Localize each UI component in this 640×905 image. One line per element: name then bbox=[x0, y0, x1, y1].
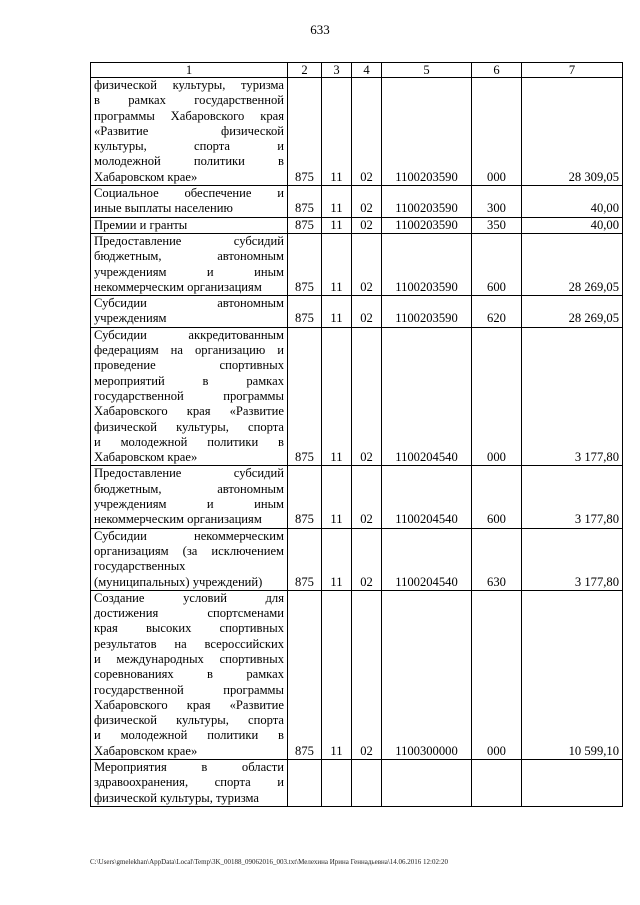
description-line: физической культуры, спорта bbox=[94, 713, 284, 728]
row-description bbox=[91, 78, 288, 186]
description-line: иные выплаты населению bbox=[94, 201, 233, 216]
subsection-code-cell: 02 bbox=[352, 327, 382, 466]
section-code-cell: 11 bbox=[322, 217, 352, 233]
description-line: в рамках государственной bbox=[94, 93, 284, 108]
ministry-code-cell: 875 bbox=[288, 217, 322, 233]
description-line: Премии и гранты bbox=[94, 217, 188, 232]
description-line: и молодежной политики в bbox=[94, 434, 284, 449]
description-line: мероприятий в рамках bbox=[94, 373, 284, 388]
column-header: 6 bbox=[472, 63, 522, 78]
table-row bbox=[91, 233, 623, 295]
description-line: некоммерческим организациям bbox=[94, 279, 262, 294]
row-description bbox=[91, 217, 288, 233]
amount-cell: 3 177,80 bbox=[522, 327, 623, 466]
row-description bbox=[91, 590, 288, 759]
description-line: результатов на всероссийских bbox=[94, 636, 284, 651]
ministry-code-cell: 875 bbox=[288, 78, 322, 186]
row-description bbox=[91, 466, 288, 528]
ministry-code-cell: 875 bbox=[288, 466, 322, 528]
amount-cell: 3 177,80 bbox=[522, 528, 623, 590]
expense-type-cell: 600 bbox=[472, 233, 522, 295]
description-line: достижения спортсменами bbox=[94, 606, 284, 621]
target-article-cell: 1100203590 bbox=[382, 217, 472, 233]
table-row bbox=[91, 466, 623, 528]
amount-cell: 28 269,05 bbox=[522, 233, 623, 295]
expense-type-cell: 000 bbox=[472, 327, 522, 466]
description-line: Субсидии автономным bbox=[94, 296, 284, 311]
description-line: Предоставление субсидий bbox=[94, 466, 284, 481]
description-line: федерациям на организацию и bbox=[94, 343, 284, 358]
ministry-code-cell: 875 bbox=[288, 528, 322, 590]
description-line: края высоких спортивных bbox=[94, 621, 284, 636]
section-code-cell: 11 bbox=[322, 327, 352, 466]
ministry-code-cell bbox=[288, 760, 322, 807]
column-header: 5 bbox=[382, 63, 472, 78]
target-article-cell: 1100204540 bbox=[382, 528, 472, 590]
description-line: культуры, спорта и bbox=[94, 139, 284, 154]
description-line: и международных спортивных bbox=[94, 651, 284, 666]
target-article-cell: 1100300000 bbox=[382, 590, 472, 759]
expense-type-cell: 600 bbox=[472, 466, 522, 528]
description-line: здравоохранения, спорта и bbox=[94, 775, 284, 790]
subsection-code-cell: 02 bbox=[352, 186, 382, 218]
section-code-cell bbox=[322, 760, 352, 807]
table-row bbox=[91, 590, 623, 759]
description-line: программы Хабаровского края bbox=[94, 108, 284, 123]
row-description bbox=[91, 186, 288, 218]
description-line: Хабаровском крае» bbox=[94, 743, 198, 758]
description-line: Субсидии некоммерческим bbox=[94, 528, 284, 543]
description-line: проведение спортивных bbox=[94, 358, 284, 373]
subsection-code-cell: 02 bbox=[352, 78, 382, 186]
subsection-code-cell: 02 bbox=[352, 296, 382, 328]
subsection-code-cell bbox=[352, 760, 382, 807]
description-line: учреждениям и иным bbox=[94, 264, 284, 279]
subsection-code-cell: 02 bbox=[352, 233, 382, 295]
description-line: организациям (за исключением bbox=[94, 543, 284, 558]
table-row bbox=[91, 760, 623, 807]
target-article-cell: 1100203590 bbox=[382, 186, 472, 218]
description-line: государственной программы bbox=[94, 388, 284, 403]
column-header: 4 bbox=[352, 63, 382, 78]
subsection-code-cell: 02 bbox=[352, 528, 382, 590]
subsection-code-cell: 02 bbox=[352, 590, 382, 759]
amount-cell bbox=[522, 760, 623, 807]
table-row bbox=[91, 217, 623, 233]
target-article-cell: 1100204540 bbox=[382, 327, 472, 466]
description-line: Хабаровском крае» bbox=[94, 169, 198, 184]
column-header: 3 bbox=[322, 63, 352, 78]
description-line: бюджетным, автономным bbox=[94, 249, 284, 264]
section-code-cell: 11 bbox=[322, 296, 352, 328]
expense-type-cell: 350 bbox=[472, 217, 522, 233]
section-code-cell: 11 bbox=[322, 528, 352, 590]
description-line: Хабаровского края «Развитие bbox=[94, 697, 284, 712]
ministry-code-cell: 875 bbox=[288, 233, 322, 295]
description-line: учреждениям bbox=[94, 311, 167, 326]
row-description bbox=[91, 296, 288, 328]
expense-type-cell: 000 bbox=[472, 78, 522, 186]
description-line: «Развитие физической bbox=[94, 123, 284, 138]
ministry-code-cell: 875 bbox=[288, 327, 322, 466]
row-description bbox=[91, 760, 288, 807]
column-header: 7 bbox=[522, 63, 623, 78]
description-line: Предоставление субсидий bbox=[94, 233, 284, 248]
row-description bbox=[91, 528, 288, 590]
description-line: некоммерческим организациям bbox=[94, 512, 262, 527]
section-code-cell: 11 bbox=[322, 590, 352, 759]
table-row bbox=[91, 186, 623, 218]
expense-type-cell: 300 bbox=[472, 186, 522, 218]
table-row bbox=[91, 528, 623, 590]
table-row bbox=[91, 327, 623, 466]
amount-cell: 10 599,10 bbox=[522, 590, 623, 759]
description-line: учреждениям и иным bbox=[94, 497, 284, 512]
expense-type-cell: 620 bbox=[472, 296, 522, 328]
description-line: молодежной политики в bbox=[94, 154, 284, 169]
amount-cell: 28 309,05 bbox=[522, 78, 623, 186]
description-line: соревнованиях в рамках bbox=[94, 667, 284, 682]
section-code-cell: 11 bbox=[322, 466, 352, 528]
description-line: физической культуры, спорта bbox=[94, 419, 284, 434]
description-line: Мероприятия в области bbox=[94, 760, 284, 775]
ministry-code-cell: 875 bbox=[288, 186, 322, 218]
section-code-cell: 11 bbox=[322, 78, 352, 186]
section-code-cell: 11 bbox=[322, 186, 352, 218]
file-path-footer: C:\Users\gmelekhan\AppData\Local\Temp\3K_00188_09062016_003.txt\Мелехина Ирина Геннадьевна\14.06.2016 12:02:20 bbox=[90, 858, 448, 866]
description-line: (муниципальных) учреждений) bbox=[94, 574, 263, 589]
description-line: бюджетным, автономным bbox=[94, 481, 284, 496]
description-line: Хабаровском крае» bbox=[94, 450, 198, 465]
header-row bbox=[91, 63, 623, 78]
description-line: Хабаровского края «Развитие bbox=[94, 404, 284, 419]
description-line: физической культуры, туризма bbox=[94, 790, 259, 805]
target-article-cell: 1100203590 bbox=[382, 78, 472, 186]
amount-cell: 40,00 bbox=[522, 217, 623, 233]
expense-type-cell: 630 bbox=[472, 528, 522, 590]
budget-table bbox=[90, 62, 623, 807]
column-header: 2 bbox=[288, 63, 322, 78]
table-row bbox=[91, 296, 623, 328]
target-article-cell bbox=[382, 760, 472, 807]
expense-type-cell bbox=[472, 760, 522, 807]
amount-cell: 40,00 bbox=[522, 186, 623, 218]
expense-type-cell: 000 bbox=[472, 590, 522, 759]
column-header: 1 bbox=[91, 63, 288, 78]
description-line: Создание условий для bbox=[94, 590, 284, 605]
description-line: и молодежной политики в bbox=[94, 728, 284, 743]
target-article-cell: 1100203590 bbox=[382, 233, 472, 295]
ministry-code-cell: 875 bbox=[288, 590, 322, 759]
description-line: Субсидии аккредитованным bbox=[94, 327, 284, 342]
amount-cell: 3 177,80 bbox=[522, 466, 623, 528]
amount-cell: 28 269,05 bbox=[522, 296, 623, 328]
target-article-cell: 1100204540 bbox=[382, 466, 472, 528]
table-row bbox=[91, 78, 623, 186]
description-line: Социальное обеспечение и bbox=[94, 186, 284, 201]
description-line: физической культуры, туризма bbox=[94, 78, 284, 92]
row-description bbox=[91, 327, 288, 466]
page-number: 633 bbox=[310, 22, 330, 37]
subsection-code-cell: 02 bbox=[352, 466, 382, 528]
subsection-code-cell: 02 bbox=[352, 217, 382, 233]
ministry-code-cell: 875 bbox=[288, 296, 322, 328]
description-line: государственных bbox=[94, 559, 186, 574]
row-description bbox=[91, 233, 288, 295]
section-code-cell: 11 bbox=[322, 233, 352, 295]
description-line: государственной программы bbox=[94, 682, 284, 697]
target-article-cell: 1100203590 bbox=[382, 296, 472, 328]
